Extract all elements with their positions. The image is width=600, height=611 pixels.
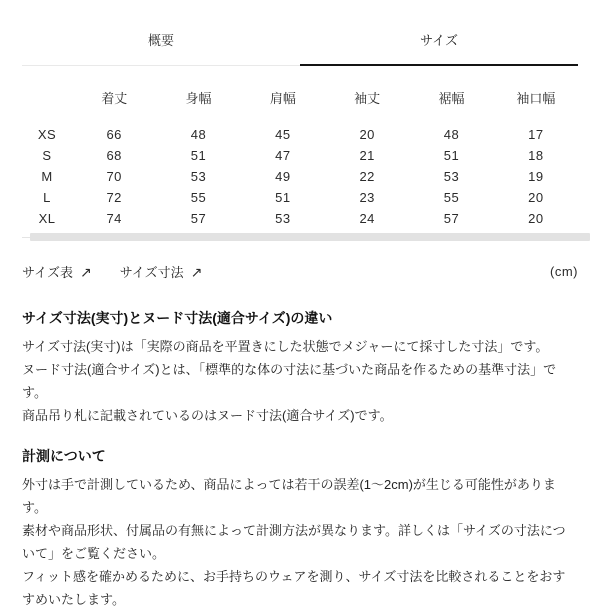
table-row (22, 166, 578, 187)
tab-size-label: サイズ (420, 33, 458, 48)
size-table (22, 86, 578, 229)
table-cell: 51 (190, 148, 207, 163)
links-row (22, 262, 578, 281)
table-row (22, 208, 578, 229)
table-cell: 74 (106, 211, 122, 226)
table-cell: 20 (528, 211, 544, 226)
column-header: 肩幅 (269, 91, 296, 106)
section-paragraph: 外寸は手で計測しているため、商品によっては若干の誤差(1〜2cm)が生じる可能性があります。 (22, 477, 556, 515)
size-label: XS (37, 127, 57, 142)
section-heading: 計測について (22, 448, 106, 464)
table-cell: 55 (190, 190, 207, 205)
tab-bar (22, 0, 578, 66)
table-cell: 48 (190, 127, 207, 142)
tab-size[interactable] (300, 30, 578, 66)
section-paragraph: 素材や商品形状、付属品の有無によって計測方法が異なります。詳しくは「サイズの寸法について」をご覧ください。 (22, 523, 566, 561)
table-cell: 23 (359, 190, 375, 205)
table-cell: 57 (443, 211, 460, 226)
column-header: 裾幅 (438, 91, 465, 106)
tab-overview[interactable] (22, 30, 300, 66)
size-chart-link[interactable] (22, 262, 92, 281)
table-cell: 53 (443, 169, 460, 184)
table-cell: 66 (106, 127, 122, 142)
section-heading: サイズ寸法(実寸)とヌード寸法(適合サイズ)の違い (22, 310, 333, 326)
table-row (22, 145, 578, 166)
unit-label: (cm) (550, 264, 578, 279)
table-row (22, 124, 578, 145)
section-paragraph: フィット感を確かめるために、お手持ちのウェアを測り、サイズ寸法を比較されることをおすすめいたします。 (22, 569, 566, 607)
table-cell: 22 (359, 169, 375, 184)
column-header: 袖口幅 (516, 91, 556, 106)
table-cell: 55 (443, 190, 460, 205)
table-cell: 70 (106, 169, 122, 184)
column-header: 袖丈 (354, 91, 381, 106)
table-cell: 19 (528, 169, 544, 184)
section-size-difference (22, 308, 578, 427)
table-cell: 20 (359, 127, 375, 142)
column-header: 身幅 (185, 91, 212, 106)
size-label: S (42, 148, 52, 163)
table-header-row (22, 86, 578, 124)
table-row (22, 187, 578, 208)
arrow-up-right-icon: ↗ (190, 263, 203, 280)
section-measurement (22, 446, 578, 611)
size-label: XL (38, 211, 56, 226)
table-cell: 17 (528, 127, 544, 142)
table-cell: 72 (106, 190, 122, 205)
size-measurement-link-label: サイズ寸法 (119, 265, 184, 280)
table-cell: 47 (275, 148, 291, 163)
table-cell: 53 (275, 211, 291, 226)
horizontal-scrollbar[interactable] (30, 233, 590, 241)
table-cell: 51 (443, 148, 460, 163)
table-cell: 68 (106, 148, 122, 163)
table-cell: 18 (528, 148, 544, 163)
size-table-container (22, 86, 578, 229)
size-label: L (43, 190, 51, 205)
size-measurement-link[interactable] (120, 262, 203, 281)
column-header-size (22, 86, 72, 124)
size-chart-link-label: サイズ表 (22, 265, 73, 280)
arrow-up-right-icon: ↗ (79, 263, 92, 280)
table-cell: 20 (528, 190, 544, 205)
table-cell: 53 (190, 169, 207, 184)
table-cell: 57 (190, 211, 207, 226)
table-cell: 21 (359, 148, 375, 163)
table-cell: 49 (275, 169, 291, 184)
section-paragraph: 商品吊り札に記載されているのはヌード寸法(適合サイズ)です。 (22, 408, 393, 423)
column-header: 着丈 (101, 91, 128, 106)
tab-overview-label: 概要 (147, 33, 174, 48)
size-label: M (41, 169, 53, 184)
table-cell: 24 (359, 211, 375, 226)
table-cell: 45 (275, 127, 291, 142)
section-paragraph: ヌード寸法(適合サイズ)とは、「標準的な体の寸法に基づいた商品を作るための基準寸法」です。 (22, 362, 557, 400)
table-cell: 48 (443, 127, 460, 142)
table-cell: 51 (275, 190, 291, 205)
section-paragraph: サイズ寸法(実寸)は「実際の商品を平置きにした状態でメジャーにて採寸した寸法」です。 (22, 339, 549, 354)
